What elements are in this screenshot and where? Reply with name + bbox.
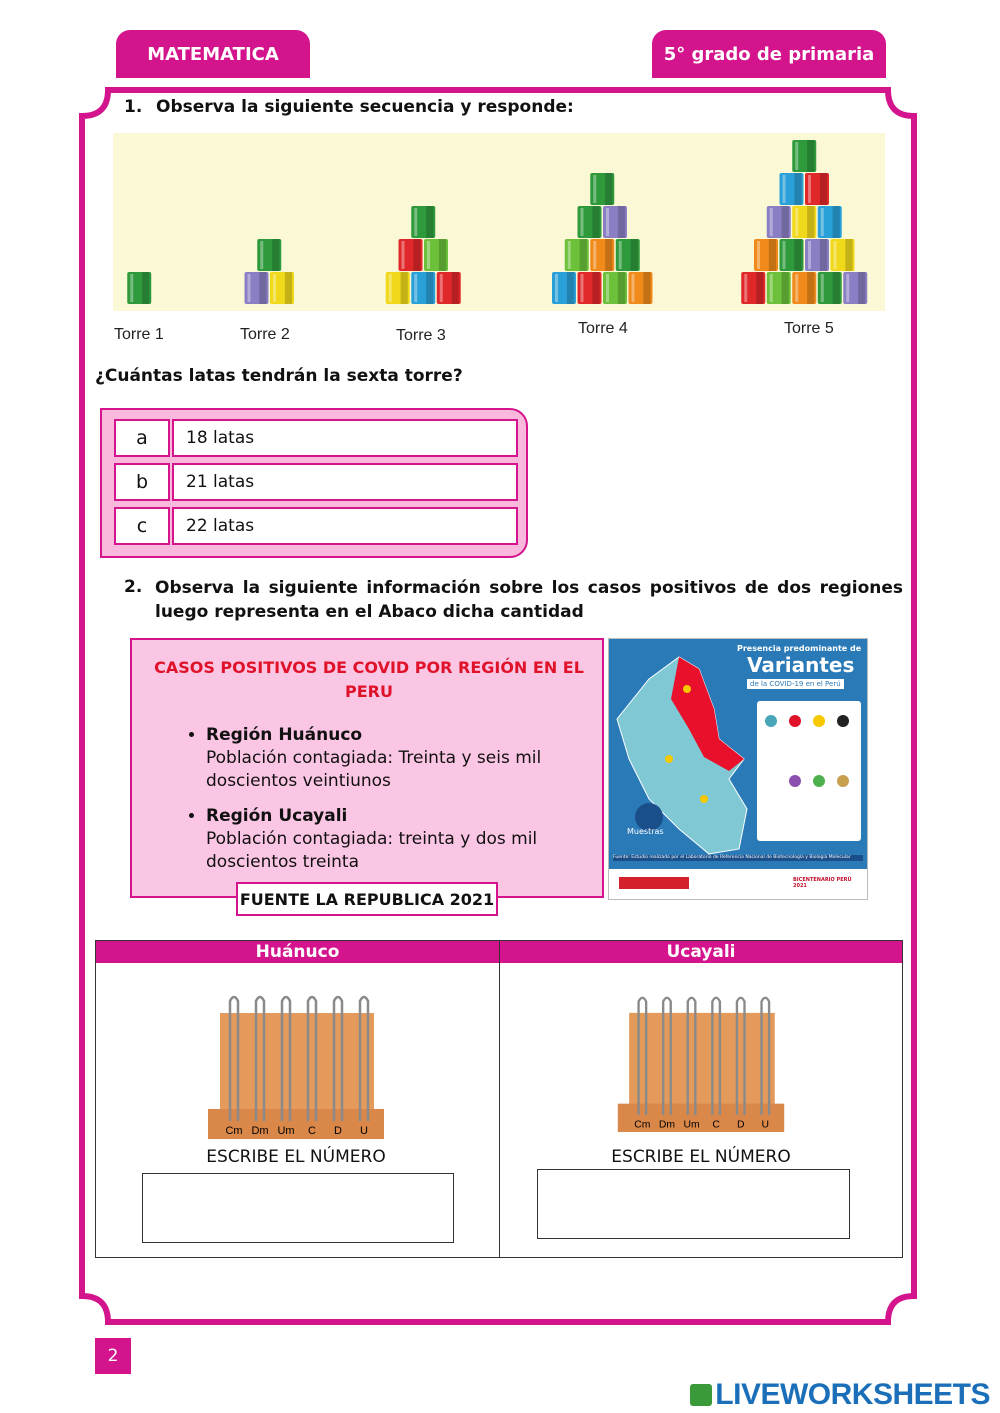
abacus-place-label: Dm [251,1125,269,1137]
can [767,272,791,304]
options-box [100,408,528,558]
question2-number: 2. [124,577,143,597]
can [780,239,804,271]
infographic-subheading: de la COVID-19 en el Perú [747,679,844,689]
source-label: FUENTE LA REPUBLICA 2021 [236,882,498,916]
can [245,272,269,304]
option-c[interactable] [114,507,518,545]
can [411,206,435,238]
question1-title: Observa la siguiente secuencia y responde: [156,97,574,117]
can [603,272,627,304]
can [805,173,829,205]
can [399,239,423,271]
can [127,272,151,304]
can [590,239,614,271]
region-detail: Población contagiada: treinta y dos mil doscientos treinta [206,829,538,872]
page-number: 2 [95,1338,131,1374]
covid-box-title: CASOS POSITIVOS DE COVID POR REGIÓN EN EL PERU [154,658,584,701]
option-letter: c [114,507,170,545]
abacus-place-label: Cm [225,1125,243,1137]
column-header-ucayali: Ucayali [500,941,902,963]
abacus-place-label: Cm [634,1119,651,1131]
abacus-place-label: U [761,1119,770,1131]
can [552,272,576,304]
variants-panel [757,701,861,841]
option-text: 18 latas [172,419,518,457]
can [386,272,410,304]
can [741,272,765,304]
tower-label-3: Torre 3 [396,327,446,344]
option-text: 21 latas [172,463,518,501]
can [754,239,778,271]
question1-prompt: ¿Cuántas latas tendrán la sexta torre? [95,366,463,386]
can [629,272,653,304]
tower-label-1: Torre 1 [114,326,164,343]
can [792,272,816,304]
can [831,239,855,271]
tower-label-4: Torre 4 [578,320,628,337]
can [616,239,640,271]
abacus-place-label: Um [277,1125,295,1137]
grade-tab: 5° grado de primaria [652,30,886,78]
can [437,272,461,304]
liveworksheets-logo [690,1378,990,1412]
tower-label-2: Torre 2 [240,326,290,343]
region-detail: Población contagiada: Treinta y seis mil doscientos veintiunos [206,748,542,791]
samples-label: Muestras [627,827,664,836]
abacus-huanuco [204,991,388,1141]
write-number-label: ESCRIBE EL NÚMERO [206,1147,386,1167]
subject-tab: MATEMATICA [116,30,310,78]
column-header-huanuco: Huánuco [96,941,499,963]
answer-box-ucayali[interactable] [537,1169,850,1239]
can [818,206,842,238]
option-letter: b [114,463,170,501]
can [257,239,281,271]
region-name: Región Huánuco [206,725,363,745]
can [843,272,867,304]
option-letter: a [114,419,170,457]
can [792,140,816,172]
abacus-place-label: Um [683,1119,700,1131]
can [424,239,448,271]
infographic-heading-small: Presencia predominante de [737,644,862,653]
brand-icon [690,1384,712,1406]
can [780,173,804,205]
abacus-place-label: D [334,1125,342,1137]
can [805,239,829,271]
regions-list [176,724,606,886]
tower-label-5: Torre 5 [784,320,834,337]
cans-sequence-image [113,133,885,311]
abacus-place-label: U [360,1125,368,1137]
region-item [206,805,606,874]
can [792,206,816,238]
region-name: Región Ucayali [206,806,348,826]
can [270,272,294,304]
abacus-ucayali [614,991,788,1135]
can [411,272,435,304]
write-number-label: ESCRIBE EL NÚMERO [611,1147,791,1167]
abacus-place-label: C [712,1119,720,1131]
can [565,239,589,271]
can [578,272,602,304]
variants-infographic [608,638,868,900]
region-item [206,724,606,793]
peru-gov-logo [619,877,689,889]
can [767,206,791,238]
brand-text: LIVEWORKSHEETS [715,1378,990,1411]
question2-title: Observa la siguiente información sobre los casos positivos de dos regiones luego representa en el Abaco dicha cantidad [155,578,903,622]
abacus-table [95,940,903,1258]
option-text: 22 latas [172,507,518,545]
answer-box-huanuco[interactable] [142,1173,454,1243]
covid-cases-box [130,638,604,898]
can [578,206,602,238]
option-a[interactable] [114,419,518,457]
question1-number: 1. [124,97,143,117]
infographic-heading-big: Variantes [747,653,855,677]
abacus-place-label: Dm [658,1119,676,1131]
can [603,206,627,238]
bicentenario-logo: BICENTENARIO PERÚ 2021 [793,877,852,889]
option-b[interactable] [114,463,518,501]
can [818,272,842,304]
abacus-place-label: D [736,1119,745,1131]
abacus-place-label: C [308,1125,316,1137]
can [590,173,614,205]
infographic-footer: Fuente: Estudio realizado por el Laboratorio de Referencia Nacional de Biotecnología y Biología Molecular [613,855,863,861]
